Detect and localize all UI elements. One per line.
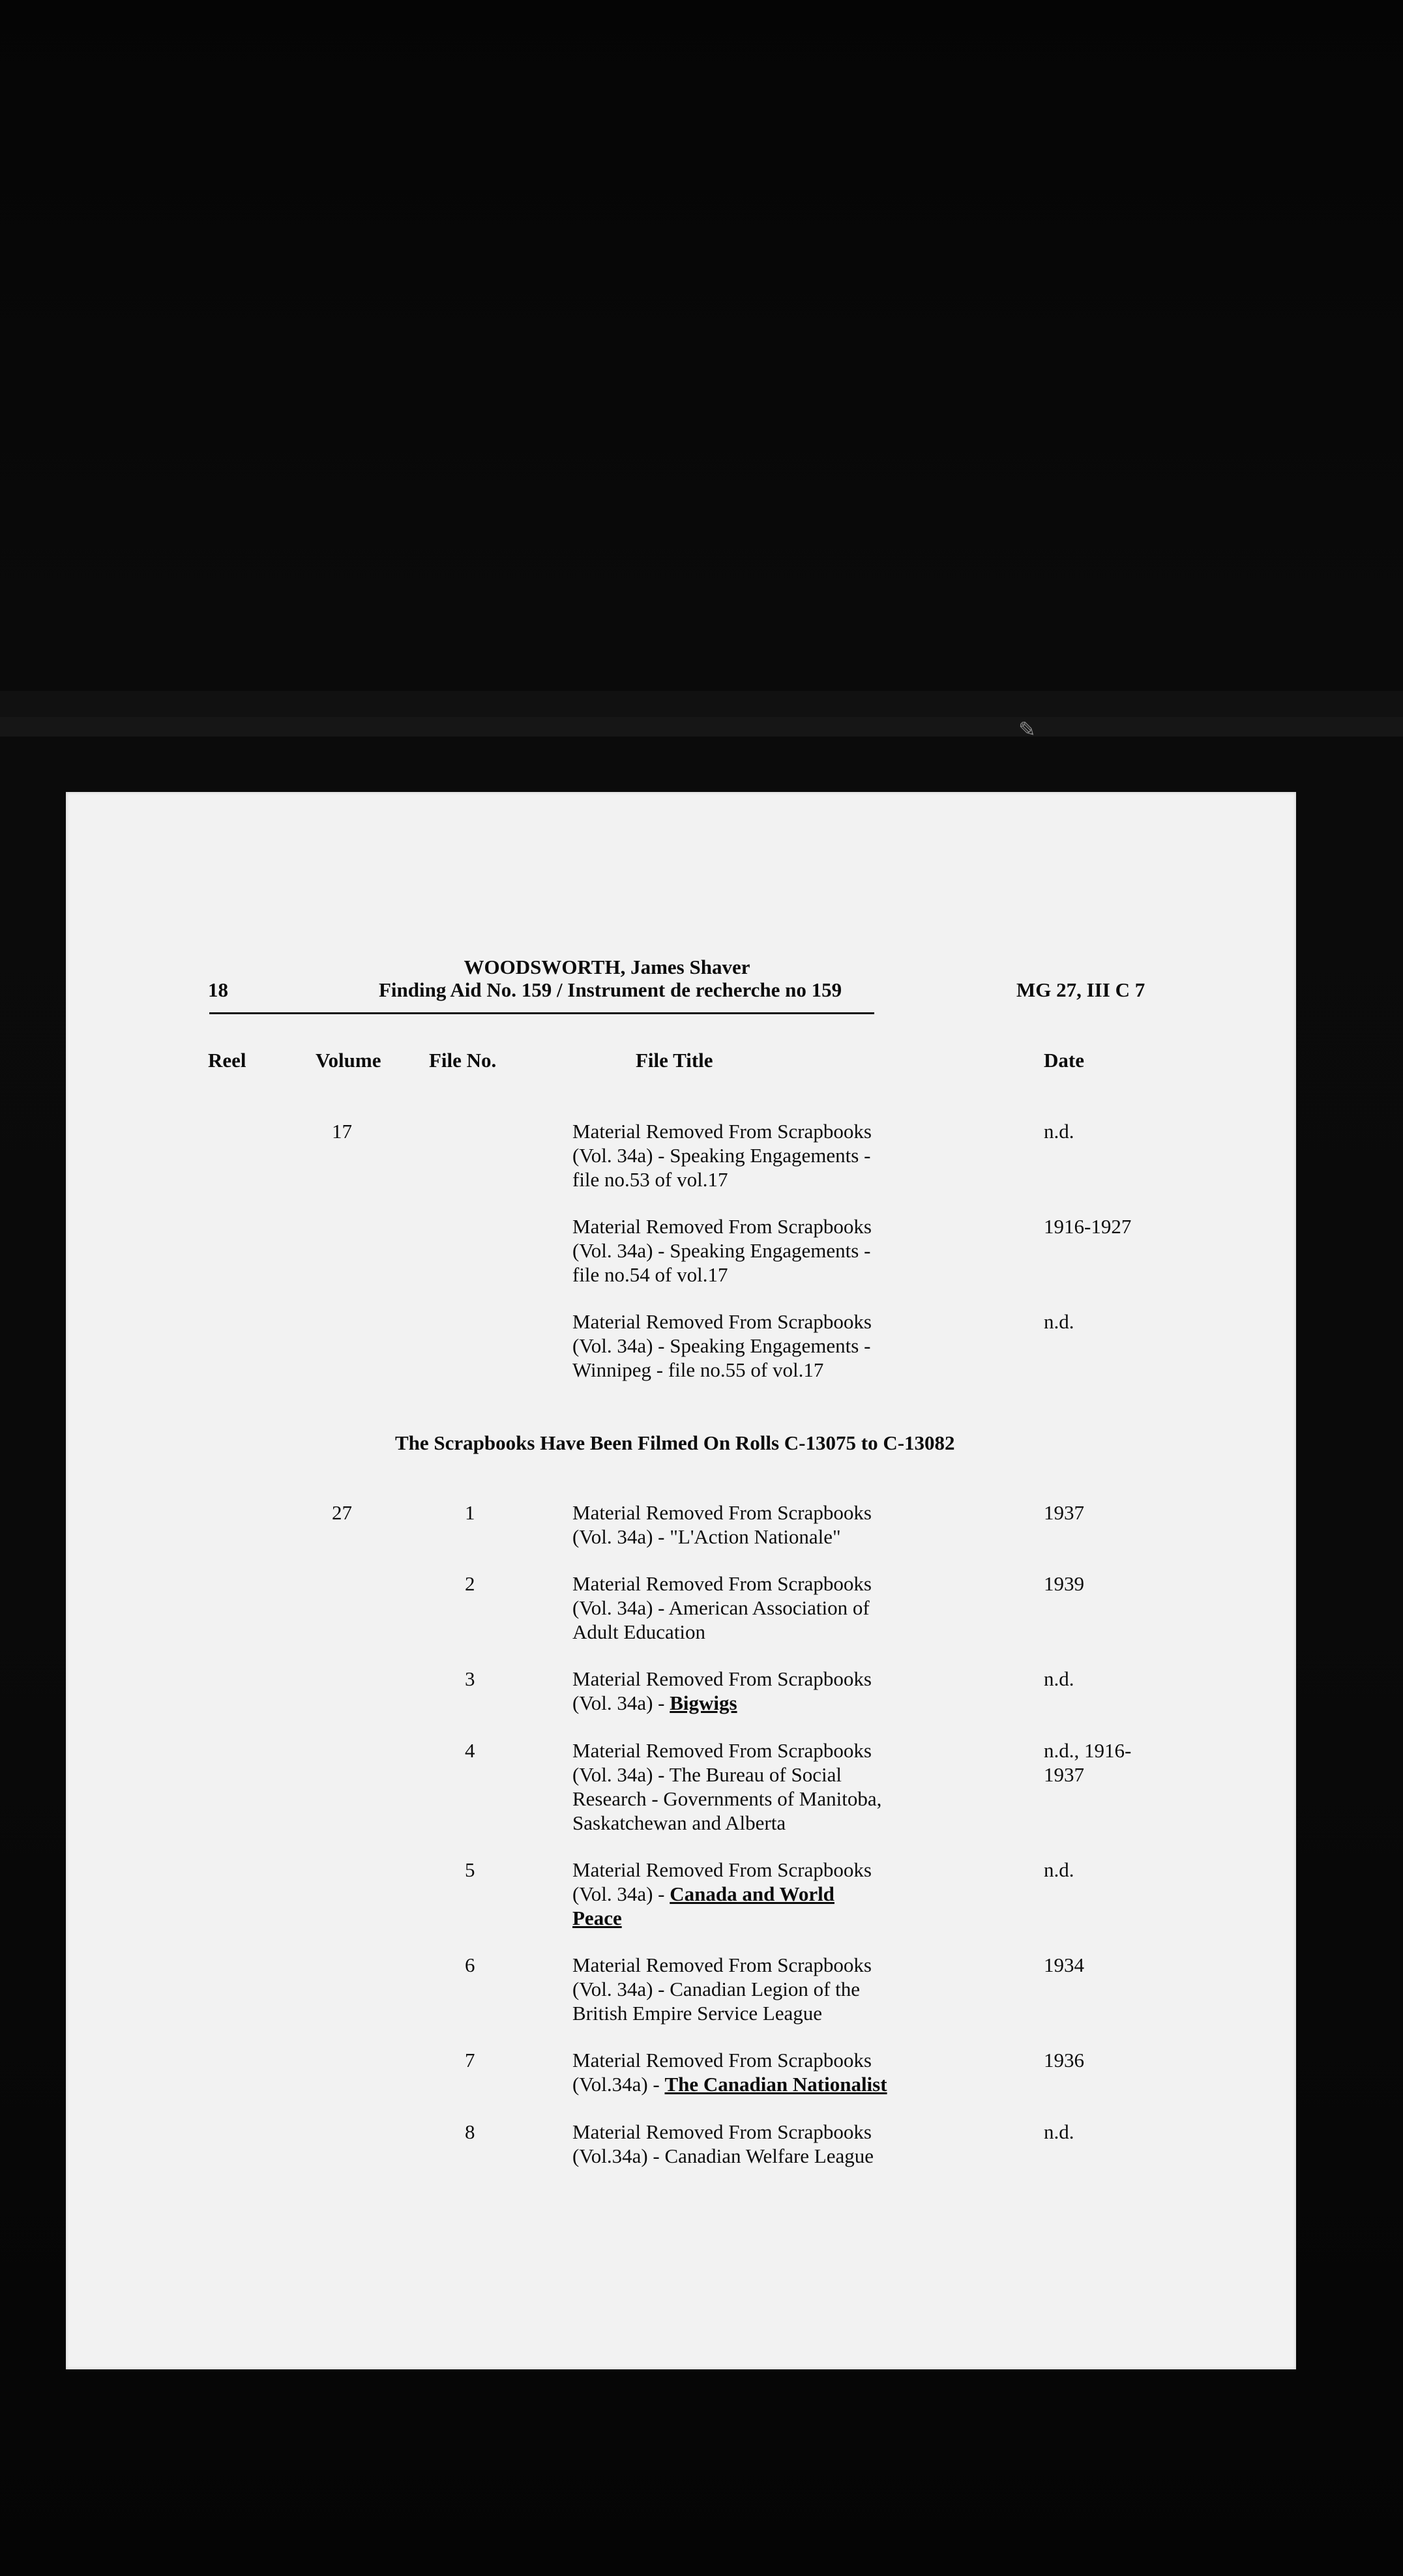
volume-number: 27 xyxy=(332,1501,352,1524)
file-title-line: (Vol. 34a) - Speaking Engagements - xyxy=(572,1334,871,1357)
file-number: 3 xyxy=(465,1667,475,1690)
column-header-volume: Volume xyxy=(316,1049,381,1072)
file-date: 1936 xyxy=(1044,2049,1084,2071)
file-date: n.d. xyxy=(1044,1667,1074,1690)
file-title-prefix: (Vol. 34a) - xyxy=(572,1882,670,1905)
file-title-line: Material Removed From Scrapbooks xyxy=(572,1739,872,1762)
file-title-line: Material Removed From Scrapbooks xyxy=(572,2120,872,2143)
column-header-date: Date xyxy=(1044,1049,1084,1072)
file-title-line: Material Removed From Scrapbooks xyxy=(572,1215,872,1238)
file-title-line: Material Removed From Scrapbooks xyxy=(572,1310,872,1333)
file-title-line xyxy=(572,2072,887,2096)
file-date: n.d. xyxy=(1044,2120,1074,2143)
file-title-line xyxy=(572,1691,737,1715)
document-page xyxy=(66,792,1296,2369)
file-title-line: Material Removed From Scrapbooks xyxy=(572,2049,872,2071)
file-title-line: file no.53 of vol.17 xyxy=(572,1168,728,1191)
scan-band xyxy=(0,717,1403,737)
file-title-text: (Vol. 34a) - American Association of Adult Education xyxy=(572,1596,870,1643)
file-title-prefix: (Vol.34a) - xyxy=(572,2073,665,2096)
file-title-text: (Vol. 34a) - Canadian Legion of the British Empire Service League xyxy=(572,1978,861,2025)
file-title-line: (Vol.34a) - Canadian Welfare League xyxy=(572,2144,874,2167)
file-title-line: (Vol. 34a) - Speaking Engagements - xyxy=(572,1239,871,1262)
column-header-reel: Reel xyxy=(208,1049,246,1072)
file-title-text: (Vol. 34a) - The Bureau of Social Research - Governments of Manitoba, Saskatchewan and Alberta xyxy=(572,1763,882,1834)
scanner-mark-icon: ✎ xyxy=(1018,718,1036,741)
file-date: 1939 xyxy=(1044,1572,1084,1595)
page-number: 18 xyxy=(208,978,228,1001)
file-title-line: Winnipeg - file no.55 of vol.17 xyxy=(572,1358,824,1381)
microfilm-note: The Scrapbooks Have Been Filmed On Rolls C-13075 to C-13082 xyxy=(395,1431,955,1454)
file-number: 1 xyxy=(465,1501,475,1524)
header-rule xyxy=(209,1012,874,1014)
reference-code: MG 27, III C 7 xyxy=(1016,978,1145,1001)
file-number: 8 xyxy=(465,2120,475,2143)
file-number: 6 xyxy=(465,1954,475,1976)
underlined-title: The Canadian Nationalist xyxy=(664,2073,887,2096)
file-title-line: Material Removed From Scrapbooks xyxy=(572,1501,872,1524)
column-header-file-no: File No. xyxy=(429,1049,497,1072)
file-date: 1937 xyxy=(1044,1501,1084,1524)
file-date: n.d. xyxy=(1044,1120,1074,1143)
document-title: WOODSWORTH, James Shaver xyxy=(464,956,750,978)
file-title-line: (Vol. 34a) - Speaking Engagements - xyxy=(572,1144,871,1167)
file-date: n.d. xyxy=(1044,1858,1074,1881)
file-number: 2 xyxy=(465,1572,475,1595)
file-date: 1916-1927 xyxy=(1044,1215,1132,1238)
file-number: 7 xyxy=(465,2049,475,2071)
file-title-line: Material Removed From Scrapbooks xyxy=(572,1858,872,1881)
scan-band xyxy=(0,691,1403,717)
file-date: n.d. xyxy=(1044,1310,1074,1333)
file-date: 1934 xyxy=(1044,1954,1084,1976)
file-number: 4 xyxy=(465,1739,475,1762)
file-title-line: Material Removed From Scrapbooks xyxy=(572,1667,872,1690)
file-title-line: Material Removed From Scrapbooks xyxy=(572,1954,872,1976)
underlined-title: Bigwigs xyxy=(670,1691,737,1714)
volume-number: 17 xyxy=(332,1120,352,1143)
file-title-line: file no.54 of vol.17 xyxy=(572,1263,728,1286)
file-title-line: Material Removed From Scrapbooks xyxy=(572,1572,872,1595)
file-number: 5 xyxy=(465,1858,475,1881)
file-title-line: (Vol. 34a) - "L'Action Nationale" xyxy=(572,1525,841,1548)
file-title-prefix: (Vol. 34a) - xyxy=(572,1691,670,1714)
file-title-line xyxy=(572,1882,872,1930)
file-date: n.d., 1916-1937 xyxy=(1044,1739,1132,1786)
finding-aid-title: Finding Aid No. 159 / Instrument de recherche no 159 xyxy=(379,978,842,1001)
underlined-title: Canada and World Peace xyxy=(572,1882,834,1929)
file-title-line: Material Removed From Scrapbooks xyxy=(572,1120,872,1143)
column-header-file-title: File Title xyxy=(636,1049,713,1072)
